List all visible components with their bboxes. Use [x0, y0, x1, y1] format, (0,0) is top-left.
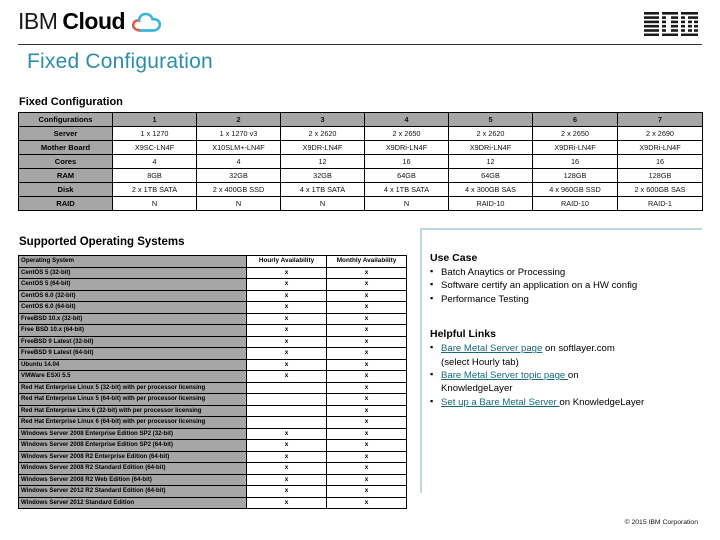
slide-header: [18, 8, 702, 44]
cfg-cell: X9SC-LN4F: [113, 141, 197, 155]
cfg-cell: X9DRi-LN4F: [533, 141, 618, 155]
os-name-cell: Red Hat Enterprise Linux 5 (64-bit) with per processor licensing: [19, 394, 247, 406]
cfg-cell: 2 x 400GB SSD: [197, 183, 281, 197]
ibm-wordmark: IBM: [18, 8, 58, 34]
os-hourly-availability-cell: x: [247, 279, 327, 291]
cfg-cell: X9DRi-LN4F: [365, 141, 449, 155]
os-hourly-availability-cell: x: [247, 486, 327, 498]
cfg-cell: 64GB: [365, 169, 449, 183]
table-row: [19, 155, 703, 169]
os-name-cell: Windows Server 2012 Standard Edition: [19, 497, 247, 509]
cfg-cell: 2 x 2620: [449, 127, 533, 141]
table-row: [19, 127, 703, 141]
cfg-cell: N: [113, 197, 197, 211]
os-name-cell: Ubuntu 14.04: [19, 359, 247, 371]
cfg-row-label: Server: [19, 127, 113, 141]
cfg-column-header: 1: [113, 113, 197, 127]
supported-os-heading: Supported Operating Systems: [19, 236, 185, 248]
os-name-cell: Windows Server 2008 R2 Standard Edition (64-bit): [19, 463, 247, 475]
fixed-configuration-heading: Fixed Configuration: [19, 96, 123, 108]
os-monthly-availability-cell: x: [327, 279, 407, 291]
os-hourly-availability-cell: [247, 382, 327, 394]
ibm-cloud-logo: [18, 8, 702, 35]
cfg-cell: 2 x 2690: [618, 127, 703, 141]
table-row: [19, 290, 407, 302]
os-name-cell: Free BSD 10.x (64-bit): [19, 325, 247, 337]
cfg-cell: 2 x 2620: [281, 127, 365, 141]
os-monthly-availability-cell: x: [327, 359, 407, 371]
os-monthly-availability-cell: x: [327, 290, 407, 302]
os-hourly-availability-cell: x: [247, 451, 327, 463]
cfg-cell: 2 x 2650: [365, 127, 449, 141]
cloud-icon: [130, 10, 164, 34]
cfg-cell: N: [197, 197, 281, 211]
cfg-cell: 128GB: [618, 169, 703, 183]
table-row: [19, 336, 407, 348]
cfg-cell: N: [365, 197, 449, 211]
os-name-cell: CentOS 6.0 (64-bit): [19, 302, 247, 314]
table-row: [19, 113, 703, 127]
cfg-cell: 32GB: [281, 169, 365, 183]
table-row: [19, 451, 407, 463]
table-row: [19, 183, 703, 197]
table-row: [19, 405, 407, 417]
use-case-heading: Use Case: [430, 252, 478, 264]
table-row: [19, 440, 407, 452]
helpful-link-item: [430, 369, 702, 382]
helpful-link-tail: on KnowledgeLayer: [559, 396, 645, 408]
cfg-cell: 1 x 1270: [113, 127, 197, 141]
table-row: [19, 348, 407, 360]
os-monthly-availability-cell: x: [327, 336, 407, 348]
panel-spacer: [430, 306, 702, 328]
header-divider: [18, 44, 702, 45]
os-hourly-availability-cell: x: [247, 267, 327, 279]
os-hourly-availability-cell: x: [247, 348, 327, 360]
os-hourly-availability-cell: [247, 394, 327, 406]
cloud-wordmark: Cloud: [62, 8, 126, 34]
helpful-link-item: [430, 396, 702, 409]
cfg-cell: 32GB: [197, 169, 281, 183]
cfg-cell: RAID-10: [533, 197, 618, 211]
footer-copyright: © 2015 IBM Corporation: [624, 519, 698, 526]
helpful-link-tail: on: [567, 370, 579, 382]
cfg-row-label: RAM: [19, 169, 113, 183]
table-row: [19, 382, 407, 394]
helpful-links-heading: Helpful Links: [430, 328, 496, 341]
os-name-cell: Windows Server 2008 Enterprise Edition SP2 (64-bit): [19, 440, 247, 452]
use-case-item: ▪ Software certify an application on a HW config: [430, 279, 702, 292]
os-name-cell: VMWare ESXi 5.5: [19, 371, 247, 383]
cfg-column-header: 7: [618, 113, 703, 127]
cfg-column-header: 4: [365, 113, 449, 127]
os-name-cell: FreeBSD 9 Latest (64-bit): [19, 348, 247, 360]
os-hourly-availability-cell: [247, 417, 327, 429]
os-monthly-availability-cell: x: [327, 267, 407, 279]
os-monthly-availability-cell: x: [327, 348, 407, 360]
cfg-cell: 12: [281, 155, 365, 169]
os-name-cell: Red Hat Enterprise Linux 6 (64-bit) with per processor licensing: [19, 417, 247, 429]
cfg-cell: 16: [618, 155, 703, 169]
panel-left-divider: [420, 228, 422, 493]
os-monthly-availability-cell: x: [327, 451, 407, 463]
table-row: [19, 394, 407, 406]
cfg-cell: RAID-1: [618, 197, 703, 211]
os-name-cell: Windows Server 2008 Enterprise Edition SP2 (32-bit): [19, 428, 247, 440]
os-monthly-availability-cell: x: [327, 325, 407, 337]
cfg-cell: 4 x 300GB SAS: [449, 183, 533, 197]
table-row: [19, 428, 407, 440]
table-row: [19, 486, 407, 498]
panel-top-divider: [420, 228, 702, 230]
table-row: [19, 141, 703, 155]
os-hourly-availability-cell: x: [247, 336, 327, 348]
table-row: [19, 497, 407, 509]
os-monthly-availability-cell: x: [327, 486, 407, 498]
os-monthly-availability-cell: x: [327, 302, 407, 314]
os-hourly-availability-cell: [247, 405, 327, 417]
os-monthly-availability-cell: x: [327, 417, 407, 429]
cfg-cell: N: [281, 197, 365, 211]
cfg-cell: 4 x 1TB SATA: [281, 183, 365, 197]
os-column-header: Monthly Availability: [327, 256, 407, 268]
os-monthly-availability-cell: x: [327, 382, 407, 394]
os-name-cell: FreeBSD 9 Latest (32-bit): [19, 336, 247, 348]
os-monthly-availability-cell: x: [327, 440, 407, 452]
table-row: [19, 474, 407, 486]
cfg-row-label: RAID: [19, 197, 113, 211]
cfg-cell: 4 x 1TB SATA: [365, 183, 449, 197]
cfg-column-header: 3: [281, 113, 365, 127]
use-case-item: ▪ Performance Testing: [430, 293, 702, 306]
cfg-cell: X9DRi-LN4F: [449, 141, 533, 155]
helpful-links-list: [430, 342, 702, 409]
cfg-column-header: 2: [197, 113, 281, 127]
cfg-cell: 16: [533, 155, 618, 169]
helpful-link-subline: (select Hourly tab): [441, 356, 519, 368]
helpful-link[interactable]: Set up a Bare Metal Server: [441, 396, 560, 408]
os-hourly-availability-cell: x: [247, 313, 327, 325]
cfg-row-label: Disk: [19, 183, 113, 197]
use-case-item: ▪ Batch Anaytics or Processing: [430, 266, 702, 279]
cfg-cell: 4: [197, 155, 281, 169]
os-hourly-availability-cell: x: [247, 371, 327, 383]
os-monthly-availability-cell: x: [327, 428, 407, 440]
page-title: Fixed Configuration: [27, 50, 213, 73]
os-monthly-availability-cell: x: [327, 497, 407, 509]
os-hourly-availability-cell: x: [247, 463, 327, 475]
os-monthly-availability-cell: x: [327, 405, 407, 417]
table-row: [19, 169, 703, 183]
os-hourly-availability-cell: x: [247, 440, 327, 452]
table-row: [19, 313, 407, 325]
os-hourly-availability-cell: x: [247, 474, 327, 486]
supported-os-table: [18, 255, 407, 509]
cfg-cell: 8GB: [113, 169, 197, 183]
ibm-logo-icon: [644, 12, 698, 36]
cfg-cell: 4: [113, 155, 197, 169]
os-hourly-availability-cell: x: [247, 290, 327, 302]
cfg-cell: 2 x 600GB SAS: [618, 183, 703, 197]
os-hourly-availability-cell: x: [247, 428, 327, 440]
table-row: [19, 279, 407, 291]
os-name-cell: Windows Server 2012 R2 Standard Edition (64-bit): [19, 486, 247, 498]
table-row: [19, 267, 407, 279]
os-monthly-availability-cell: x: [327, 474, 407, 486]
os-monthly-availability-cell: x: [327, 313, 407, 325]
os-column-header: Operating System: [19, 256, 247, 268]
os-monthly-availability-cell: x: [327, 371, 407, 383]
table-row: [19, 256, 407, 268]
cfg-cell: 12: [449, 155, 533, 169]
cfg-cell: 16: [365, 155, 449, 169]
os-name-cell: Windows Server 2008 R2 Web Edition (64-bit): [19, 474, 247, 486]
os-hourly-availability-cell: x: [247, 302, 327, 314]
os-hourly-availability-cell: x: [247, 497, 327, 509]
cfg-column-header: 5: [449, 113, 533, 127]
helpful-link-subline: KnowledgeLayer: [441, 383, 513, 395]
table-row: [19, 463, 407, 475]
cfg-cell: X9DRi-LN4F: [618, 141, 703, 155]
cfg-cell: RAID-10: [449, 197, 533, 211]
cfg-cell: 128GB: [533, 169, 618, 183]
os-hourly-availability-cell: x: [247, 325, 327, 337]
cfg-cell: 4 x 960GB SSD: [533, 183, 618, 197]
cfg-cell: 2 x 2650: [533, 127, 618, 141]
table-row: [19, 302, 407, 314]
right-panel: [430, 252, 702, 409]
os-monthly-availability-cell: x: [327, 463, 407, 475]
os-column-header: Hourly Availability: [247, 256, 327, 268]
table-row: [19, 325, 407, 337]
os-name-cell: Red Hat Enterprise Linx 6 (32-bit) with per processor licensing: [19, 405, 247, 417]
os-name-cell: FreeBSD 10.x (32-bit): [19, 313, 247, 325]
cfg-cell: 2 x 1TB SATA: [113, 183, 197, 197]
cfg-cell: 64GB: [449, 169, 533, 183]
table-row: [19, 417, 407, 429]
os-monthly-availability-cell: x: [327, 394, 407, 406]
cfg-cell: 1 x 1270 v3: [197, 127, 281, 141]
helpful-link-item: [430, 342, 702, 355]
cfg-corner-header: Configurations: [19, 113, 113, 127]
table-row: [19, 359, 407, 371]
cfg-row-label: Mother Board: [19, 141, 113, 155]
os-name-cell: CentOS 5 (32-bit): [19, 267, 247, 279]
cfg-row-label: Cores: [19, 155, 113, 169]
cfg-cell: X9DR-LN4F: [281, 141, 365, 155]
helpful-link[interactable]: Bare Metal Server page: [441, 343, 543, 355]
os-name-cell: Windows Server 2008 R2 Enterprise Edition (64-bit): [19, 451, 247, 463]
os-hourly-availability-cell: x: [247, 359, 327, 371]
fixed-configuration-table: [18, 112, 703, 211]
os-name-cell: Red Hat Enterprise Linux 5 (32-bit) with per processor licensing: [19, 382, 247, 394]
use-case-list: [430, 266, 702, 306]
table-row: [19, 197, 703, 211]
os-name-cell: CentOS 5 (64-bit): [19, 279, 247, 291]
cfg-column-header: 6: [533, 113, 618, 127]
os-name-cell: CentOS 6.0 (32-bit): [19, 290, 247, 302]
helpful-link[interactable]: Bare Metal Server topic page: [441, 370, 568, 382]
cfg-cell: X10SLM+-LN4F: [197, 141, 281, 155]
helpful-link-tail: on softlayer.com: [542, 343, 615, 355]
table-row: [19, 371, 407, 383]
